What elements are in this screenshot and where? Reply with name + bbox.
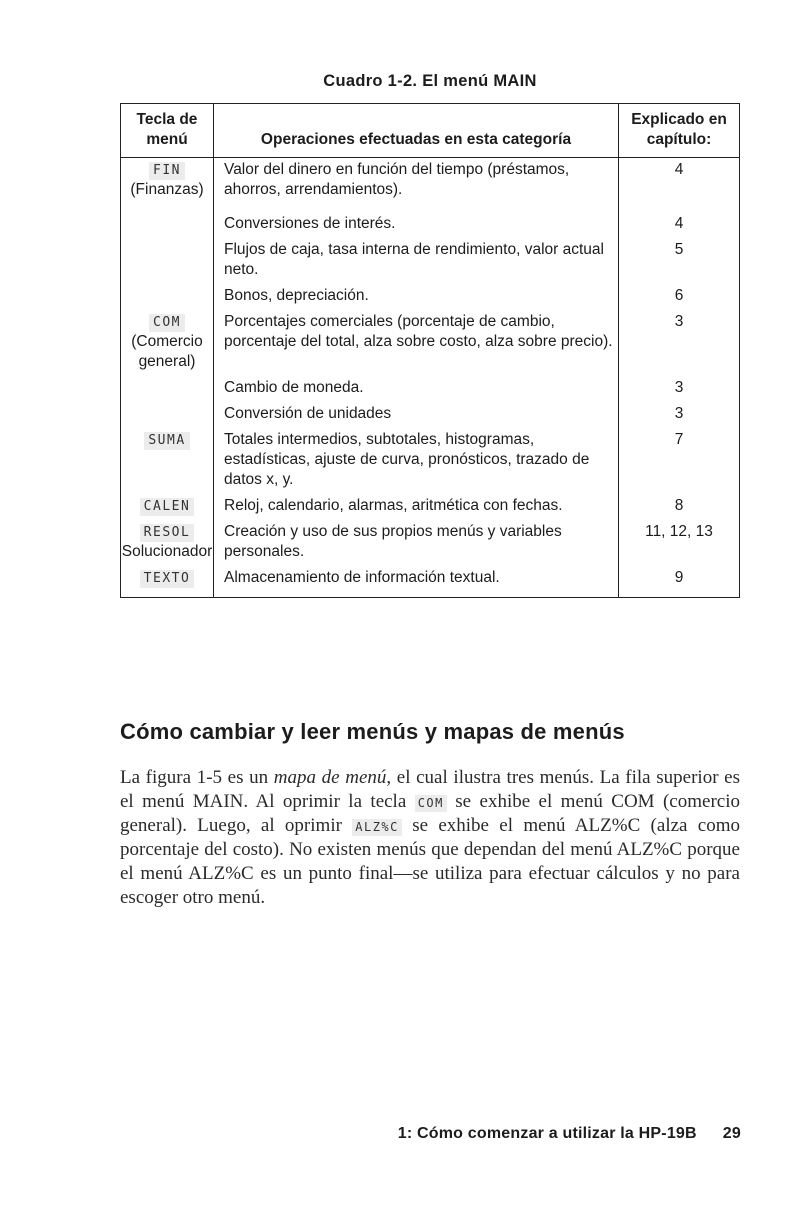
operation-cell: Conversiones de interés. — [214, 204, 619, 238]
main-menu-table — [120, 103, 740, 598]
menu-key-description: Solucionador — [121, 543, 213, 560]
menu-key-texto: TEXTO — [140, 570, 195, 588]
header-menu-key: Tecla de menú — [121, 104, 214, 158]
menu-key-cell — [121, 494, 214, 520]
operation-cell: Creación y uso de sus propios menús y variables personales. — [214, 520, 619, 566]
table-header-row — [121, 104, 740, 158]
menu-key-cell — [121, 238, 214, 284]
menu-key-resol: RESOL — [140, 524, 195, 542]
menu-key-com: COM — [149, 314, 185, 332]
menu-key-cell — [121, 284, 214, 310]
chapter-cell: 7 — [674, 431, 684, 448]
operation-cell: Cambio de moneda. — [214, 376, 619, 402]
page-number: 29 — [722, 1125, 741, 1142]
table-row — [121, 402, 740, 428]
chapter-cell: 5 — [674, 241, 684, 258]
inline-key-com: COM — [415, 795, 447, 812]
operation-cell: Flujos de caja, tasa interna de rendimiento, valor actual neto. — [214, 238, 619, 284]
chapter-cell: 3 — [674, 405, 684, 422]
paragraph-emphasis: mapa de menú — [273, 767, 387, 788]
operation-cell: Reloj, calendario, alarmas, aritmética con fechas. — [214, 494, 619, 520]
menu-key-calen: CALEN — [140, 498, 195, 516]
menu-key-cell — [121, 402, 214, 428]
menu-key-cell — [121, 428, 214, 494]
table-body — [121, 158, 740, 598]
inline-key-alz: ALZ%C — [352, 819, 402, 836]
menu-key-suma: SUMA — [144, 432, 189, 450]
table-row — [121, 520, 740, 566]
menu-key-cell — [121, 204, 214, 238]
chapter-cell: 4 — [674, 215, 684, 232]
menu-key-cell — [121, 158, 214, 205]
table-row — [121, 494, 740, 520]
operation-cell: Valor del dinero en función del tiempo (préstamos, ahorros, arrendamientos). — [214, 158, 619, 205]
table-row — [121, 158, 740, 205]
operation-cell: Almacenamiento de información textual. — [214, 566, 619, 598]
chapter-cell: 3 — [674, 313, 684, 330]
table-row — [121, 428, 740, 494]
operation-cell: Bonos, depreciación. — [214, 284, 619, 310]
menu-key-fin: FIN — [149, 162, 185, 180]
paragraph-text: , el cual ilustra tres menús. La fila superior es el menú MAIN. Al oprimir la tecla — [120, 767, 740, 812]
menu-key-cell — [121, 520, 214, 566]
menu-key-description: (Comercio general) — [131, 333, 203, 370]
menu-key-cell — [121, 310, 214, 376]
table-caption: Cuadro 1-2. El menú MAIN — [323, 72, 537, 90]
header-operations: Operaciones efectuadas en esta categoría — [214, 104, 619, 158]
paragraph-text: se exhibe el menú ALZ%C (alza como porcentaje del costo). No existen menús que dependan del menú ALZ%C porque el menú ALZ%C es un punto final—se utiliza para efectuar cálculos y no para escoger otro menú. — [120, 815, 740, 908]
table-row — [121, 238, 740, 284]
paragraph-text: La figura 1-5 es un — [120, 767, 274, 788]
menu-key-description: (Finanzas) — [130, 181, 204, 198]
chapter-cell: 9 — [674, 569, 684, 586]
table-row — [121, 284, 740, 310]
page-footer — [120, 1125, 741, 1143]
header-chapter: Explicado en capítulo: — [619, 104, 740, 158]
chapter-cell: 4 — [674, 161, 684, 178]
table-row — [121, 204, 740, 238]
operation-cell: Porcentajes comerciales (porcentaje de cambio, porcentaje del total, alza sobre costo, alza sobre precio). — [214, 310, 619, 376]
chapter-cell: 6 — [674, 287, 684, 304]
paragraph-text: se exhibe el menú COM (comercio general). Luego, al oprimir — [120, 791, 740, 836]
chapter-cell: 3 — [674, 379, 684, 396]
operation-cell: Conversión de unidades — [214, 402, 619, 428]
body-paragraph — [120, 766, 740, 910]
menu-key-cell — [121, 566, 214, 598]
menu-key-cell — [121, 376, 214, 402]
footer-chapter-title: 1: Cómo comenzar a utilizar la HP-19B — [397, 1125, 697, 1142]
operation-cell: Totales intermedios, subtotales, histogramas, estadísticas, ajuste de curva, pronósticos, trazado de datos x, y. — [214, 428, 619, 494]
table-row — [121, 310, 740, 376]
table-row — [121, 566, 740, 598]
chapter-cell: 8 — [674, 497, 684, 514]
chapter-cell: 11, 12, 13 — [645, 523, 713, 540]
table-row — [121, 376, 740, 402]
section-heading: Cómo cambiar y leer menús y mapas de menús — [120, 719, 625, 744]
